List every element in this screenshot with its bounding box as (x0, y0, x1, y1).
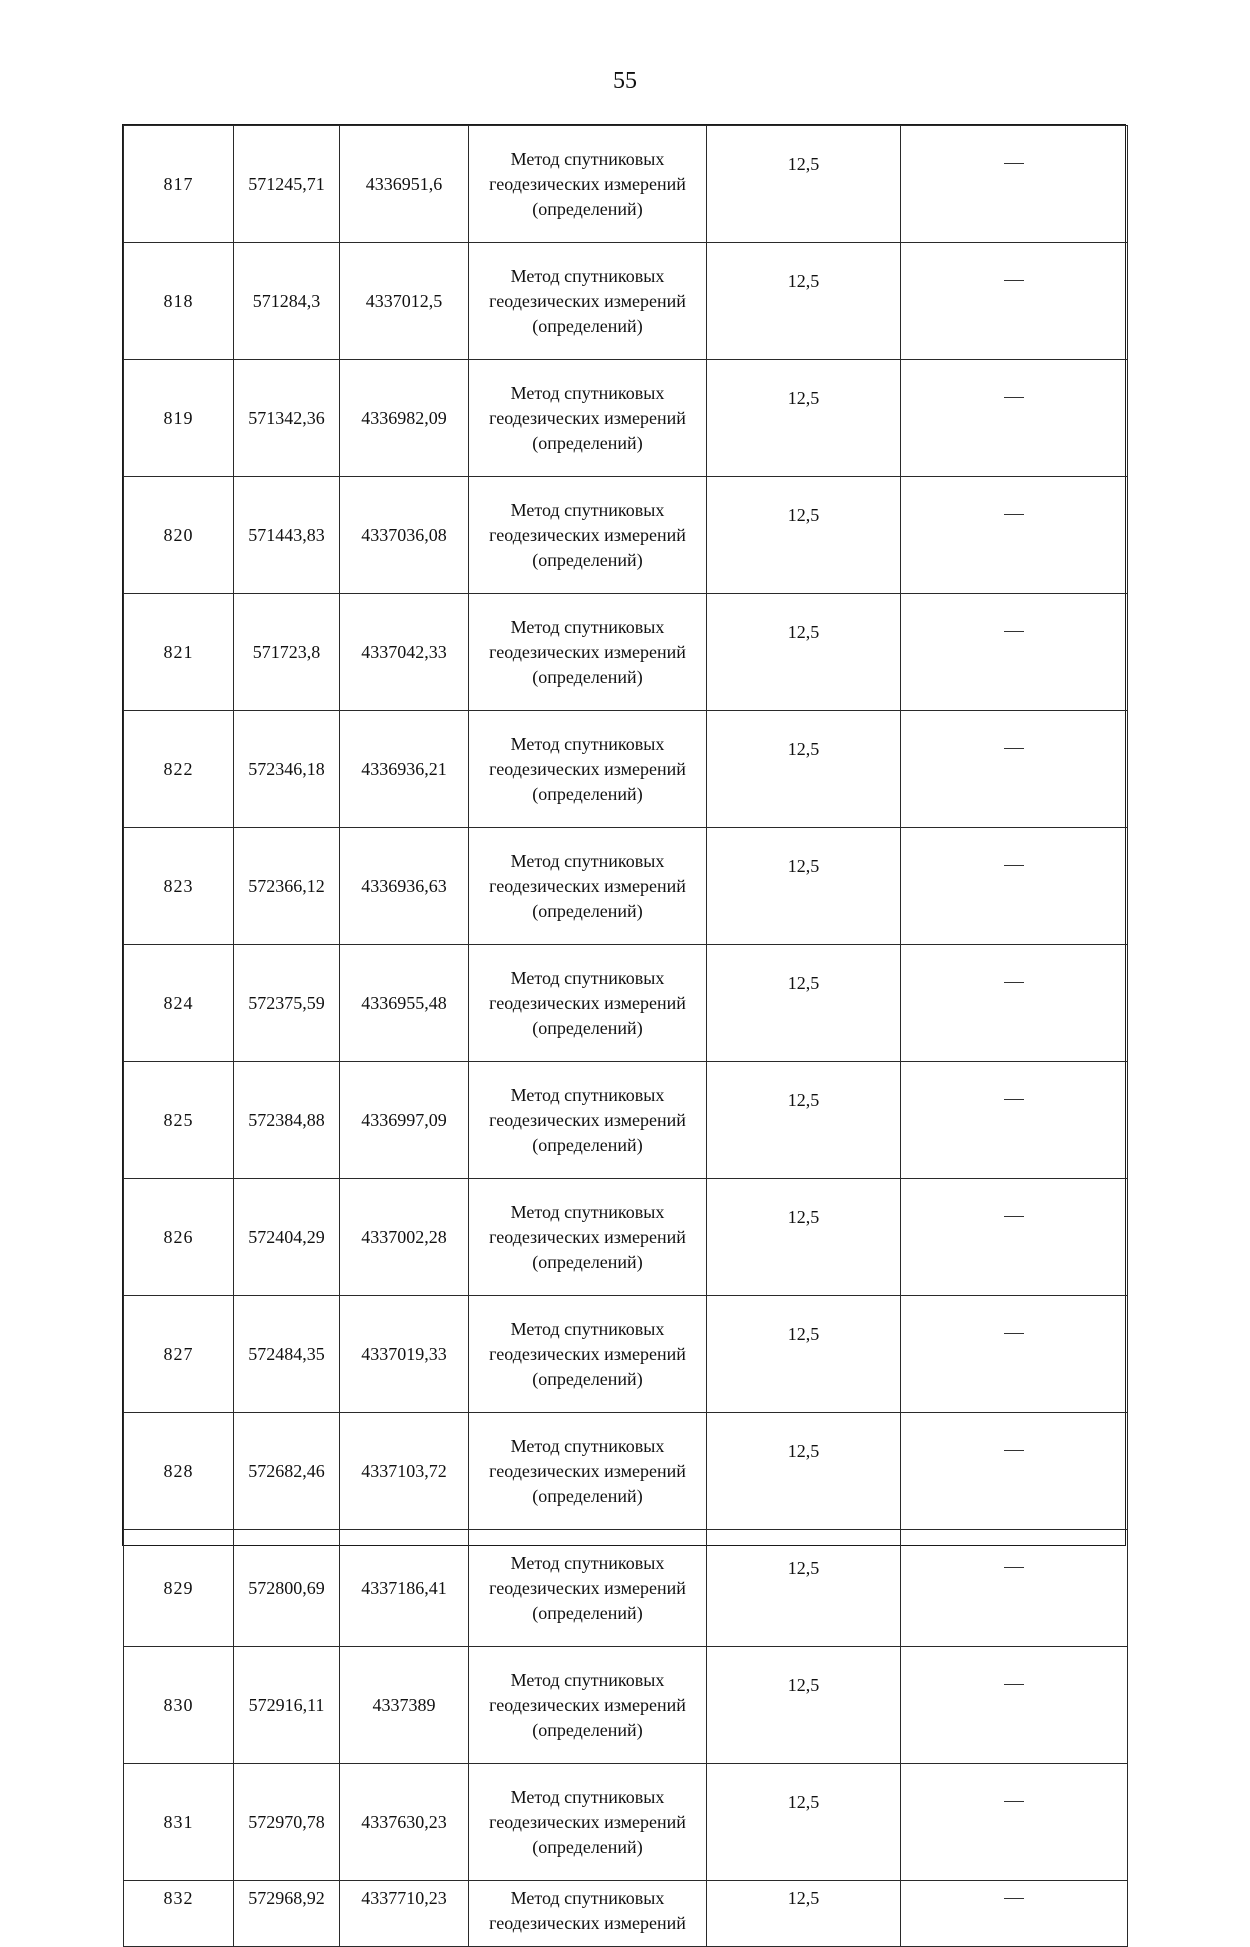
method-text-line: Метод спутниковых (510, 1435, 665, 1456)
method-cell (469, 828, 707, 945)
method-text-line: Метод спутниковых (510, 1669, 665, 1690)
method-text-line: (определений) (532, 198, 643, 219)
table-row (124, 477, 1128, 594)
method-text-line: геодезических измерений (489, 1460, 686, 1481)
point-number-cell: 827 (124, 1296, 234, 1413)
method-cell (469, 126, 707, 243)
x-coordinate-cell: 571342,36 (234, 360, 340, 477)
method-text-line: Метод спутниковых (510, 1084, 665, 1105)
method-text-line: Метод спутниковых (510, 1318, 665, 1339)
x-coordinate-cell: 572375,59 (234, 945, 340, 1062)
accuracy-cell: 12,5 (707, 477, 901, 594)
table-row (124, 1296, 1128, 1413)
point-number-cell: 823 (124, 828, 234, 945)
method-text-line: Метод спутниковых (510, 967, 665, 988)
table-row (124, 1647, 1128, 1764)
method-cell (469, 1881, 707, 1947)
dash-mark (1004, 748, 1024, 749)
point-number-cell: 828 (124, 1413, 234, 1530)
method-cell (469, 1530, 707, 1647)
dash-mark (1004, 397, 1024, 398)
table-row (124, 1179, 1128, 1296)
note-cell (901, 1413, 1128, 1530)
x-coordinate-cell: 572384,88 (234, 1062, 340, 1179)
method-text-line: геодезических измерений (489, 1226, 686, 1247)
note-cell (901, 594, 1128, 711)
method-text-line: Метод спутниковых (510, 733, 665, 754)
y-coordinate-cell: 4337710,23 (340, 1881, 469, 1947)
dash-mark (1004, 163, 1024, 164)
method-text-line: (определений) (532, 1251, 643, 1272)
y-coordinate-cell: 4337042,33 (340, 594, 469, 711)
method-text-line: геодезических измерений (489, 758, 686, 779)
y-coordinate-cell: 4337012,5 (340, 243, 469, 360)
method-text-line: Метод спутниковых (510, 1552, 665, 1573)
y-coordinate-cell: 4337002,28 (340, 1179, 469, 1296)
x-coordinate-cell: 571284,3 (234, 243, 340, 360)
x-coordinate-cell: 571245,71 (234, 126, 340, 243)
method-text-line: геодезических измерений (489, 1343, 686, 1364)
point-number-cell: 824 (124, 945, 234, 1062)
dash-mark (1004, 1099, 1024, 1100)
table-row (124, 945, 1128, 1062)
method-cell (469, 1764, 707, 1881)
accuracy-cell: 12,5 (707, 1296, 901, 1413)
method-text-line: геодезических измерений (489, 875, 686, 896)
method-cell (469, 243, 707, 360)
method-cell (469, 1179, 707, 1296)
point-number-cell: 820 (124, 477, 234, 594)
method-text-line: геодезических измерений (489, 173, 686, 194)
point-number-cell: 829 (124, 1530, 234, 1647)
method-text-line: Метод спутниковых (510, 499, 665, 520)
table-row (124, 360, 1128, 477)
x-coordinate-cell: 571723,8 (234, 594, 340, 711)
point-number-cell: 817 (124, 126, 234, 243)
method-text-line: геодезических измерений (489, 524, 686, 545)
table-row (124, 126, 1128, 243)
accuracy-cell: 12,5 (707, 828, 901, 945)
x-coordinate-cell: 572346,18 (234, 711, 340, 828)
note-cell (901, 711, 1128, 828)
note-cell (901, 1062, 1128, 1179)
point-number-cell: 832 (124, 1881, 234, 1947)
point-number-cell: 818 (124, 243, 234, 360)
table-row (124, 1764, 1128, 1881)
point-number-cell: 830 (124, 1647, 234, 1764)
coordinates-table-frame (122, 124, 1126, 1933)
x-coordinate-cell: 572404,29 (234, 1179, 340, 1296)
method-text-line: геодезических измерений (489, 290, 686, 311)
method-text-line: геодезических измерений (489, 1694, 686, 1715)
method-text-line: Метод спутниковых (510, 1201, 665, 1222)
table-row (124, 1062, 1128, 1179)
table-row (124, 594, 1128, 711)
dash-mark (1004, 1684, 1024, 1685)
method-text-line: Метод спутниковых (510, 382, 665, 403)
y-coordinate-cell: 4337186,41 (340, 1530, 469, 1647)
method-text-line: (определений) (532, 1368, 643, 1389)
dash-mark (1004, 280, 1024, 281)
method-text-line: геодезических измерений (489, 641, 686, 662)
method-text-line: Метод спутниковых (510, 1888, 665, 1908)
point-number-cell: 826 (124, 1179, 234, 1296)
method-text-line: (определений) (532, 549, 643, 570)
method-text-line: (определений) (532, 1134, 643, 1155)
y-coordinate-cell: 4336982,09 (340, 360, 469, 477)
method-text-line: Метод спутниковых (510, 850, 665, 871)
point-number-cell: 831 (124, 1764, 234, 1881)
accuracy-cell: 12,5 (707, 1530, 901, 1647)
note-cell (901, 945, 1128, 1062)
point-number-cell: 825 (124, 1062, 234, 1179)
method-text-line: (определений) (532, 1719, 643, 1740)
table-row (124, 828, 1128, 945)
x-coordinate-cell: 572800,69 (234, 1530, 340, 1647)
accuracy-cell: 12,5 (707, 1881, 901, 1947)
point-number-cell: 821 (124, 594, 234, 711)
accuracy-cell: 12,5 (707, 243, 901, 360)
y-coordinate-cell: 4336997,09 (340, 1062, 469, 1179)
method-text-line: геодезических измерений (489, 407, 686, 428)
method-text-line: (определений) (532, 1602, 643, 1623)
method-text-line: геодезических измерений (489, 1913, 686, 1933)
method-cell (469, 360, 707, 477)
method-text-line: Метод спутниковых (510, 148, 665, 169)
x-coordinate-cell: 572968,92 (234, 1881, 340, 1947)
method-text-line: (определений) (532, 900, 643, 921)
method-cell (469, 711, 707, 828)
y-coordinate-cell: 4337630,23 (340, 1764, 469, 1881)
method-text-line: геодезических измерений (489, 1109, 686, 1130)
dash-mark (1004, 1801, 1024, 1802)
method-text-line: Метод спутниковых (510, 616, 665, 637)
dash-mark (1004, 982, 1024, 983)
y-coordinate-cell: 4336936,63 (340, 828, 469, 945)
accuracy-cell: 12,5 (707, 1413, 901, 1530)
method-text-line: Метод спутниковых (510, 1786, 665, 1807)
y-coordinate-cell: 4337019,33 (340, 1296, 469, 1413)
page-number: 55 (613, 68, 637, 94)
dash-mark (1004, 1450, 1024, 1451)
dash-mark (1004, 514, 1024, 515)
note-cell (901, 828, 1128, 945)
method-text-line: Метод спутниковых (510, 265, 665, 286)
coordinates-table (123, 125, 1128, 1947)
y-coordinate-cell: 4336936,21 (340, 711, 469, 828)
y-coordinate-cell: 4337103,72 (340, 1413, 469, 1530)
note-cell (901, 1647, 1128, 1764)
note-cell (901, 1179, 1128, 1296)
x-coordinate-cell: 572970,78 (234, 1764, 340, 1881)
method-text-line: (определений) (532, 783, 643, 804)
method-text-line: (определений) (532, 666, 643, 687)
table-row (124, 711, 1128, 828)
note-cell (901, 1764, 1128, 1881)
x-coordinate-cell: 572682,46 (234, 1413, 340, 1530)
method-cell (469, 1296, 707, 1413)
y-coordinate-cell: 4336955,48 (340, 945, 469, 1062)
accuracy-cell: 12,5 (707, 945, 901, 1062)
dash-mark (1004, 1898, 1024, 1899)
table-row (124, 1530, 1128, 1647)
dash-mark (1004, 1216, 1024, 1217)
y-coordinate-cell: 4337389 (340, 1647, 469, 1764)
x-coordinate-cell: 571443,83 (234, 477, 340, 594)
table-body (124, 126, 1128, 1947)
note-cell (901, 1296, 1128, 1413)
note-cell (901, 360, 1128, 477)
method-text-line: (определений) (532, 432, 643, 453)
table-row (124, 1881, 1128, 1947)
accuracy-cell: 12,5 (707, 1764, 901, 1881)
note-cell (901, 1881, 1128, 1947)
dash-mark (1004, 865, 1024, 866)
table-row (124, 1413, 1128, 1530)
method-text-line: (определений) (532, 315, 643, 336)
dash-mark (1004, 1567, 1024, 1568)
accuracy-cell: 12,5 (707, 711, 901, 828)
x-coordinate-cell: 572484,35 (234, 1296, 340, 1413)
point-number-cell: 822 (124, 711, 234, 828)
note-cell (901, 477, 1128, 594)
y-coordinate-cell: 4336951,6 (340, 126, 469, 243)
y-coordinate-cell: 4337036,08 (340, 477, 469, 594)
method-text-line: (определений) (532, 1836, 643, 1857)
accuracy-cell: 12,5 (707, 1179, 901, 1296)
dash-mark (1004, 1333, 1024, 1334)
note-cell (901, 126, 1128, 243)
note-cell (901, 243, 1128, 360)
method-text-line: (определений) (532, 1485, 643, 1506)
method-text-line: геодезических измерений (489, 1577, 686, 1598)
accuracy-cell: 12,5 (707, 1062, 901, 1179)
dash-mark (1004, 631, 1024, 632)
method-cell (469, 1413, 707, 1530)
accuracy-cell: 12,5 (707, 360, 901, 477)
method-text-line: геодезических измерений (489, 992, 686, 1013)
accuracy-cell: 12,5 (707, 126, 901, 243)
method-cell (469, 594, 707, 711)
method-cell (469, 1062, 707, 1179)
point-number-cell: 819 (124, 360, 234, 477)
method-cell (469, 477, 707, 594)
accuracy-cell: 12,5 (707, 1647, 901, 1764)
method-cell (469, 1647, 707, 1764)
method-text-line: геодезических измерений (489, 1811, 686, 1832)
accuracy-cell: 12,5 (707, 594, 901, 711)
method-cell (469, 945, 707, 1062)
table-row (124, 243, 1128, 360)
method-text-line: (определений) (532, 1017, 643, 1038)
x-coordinate-cell: 572366,12 (234, 828, 340, 945)
x-coordinate-cell: 572916,11 (234, 1647, 340, 1764)
note-cell (901, 1530, 1128, 1647)
